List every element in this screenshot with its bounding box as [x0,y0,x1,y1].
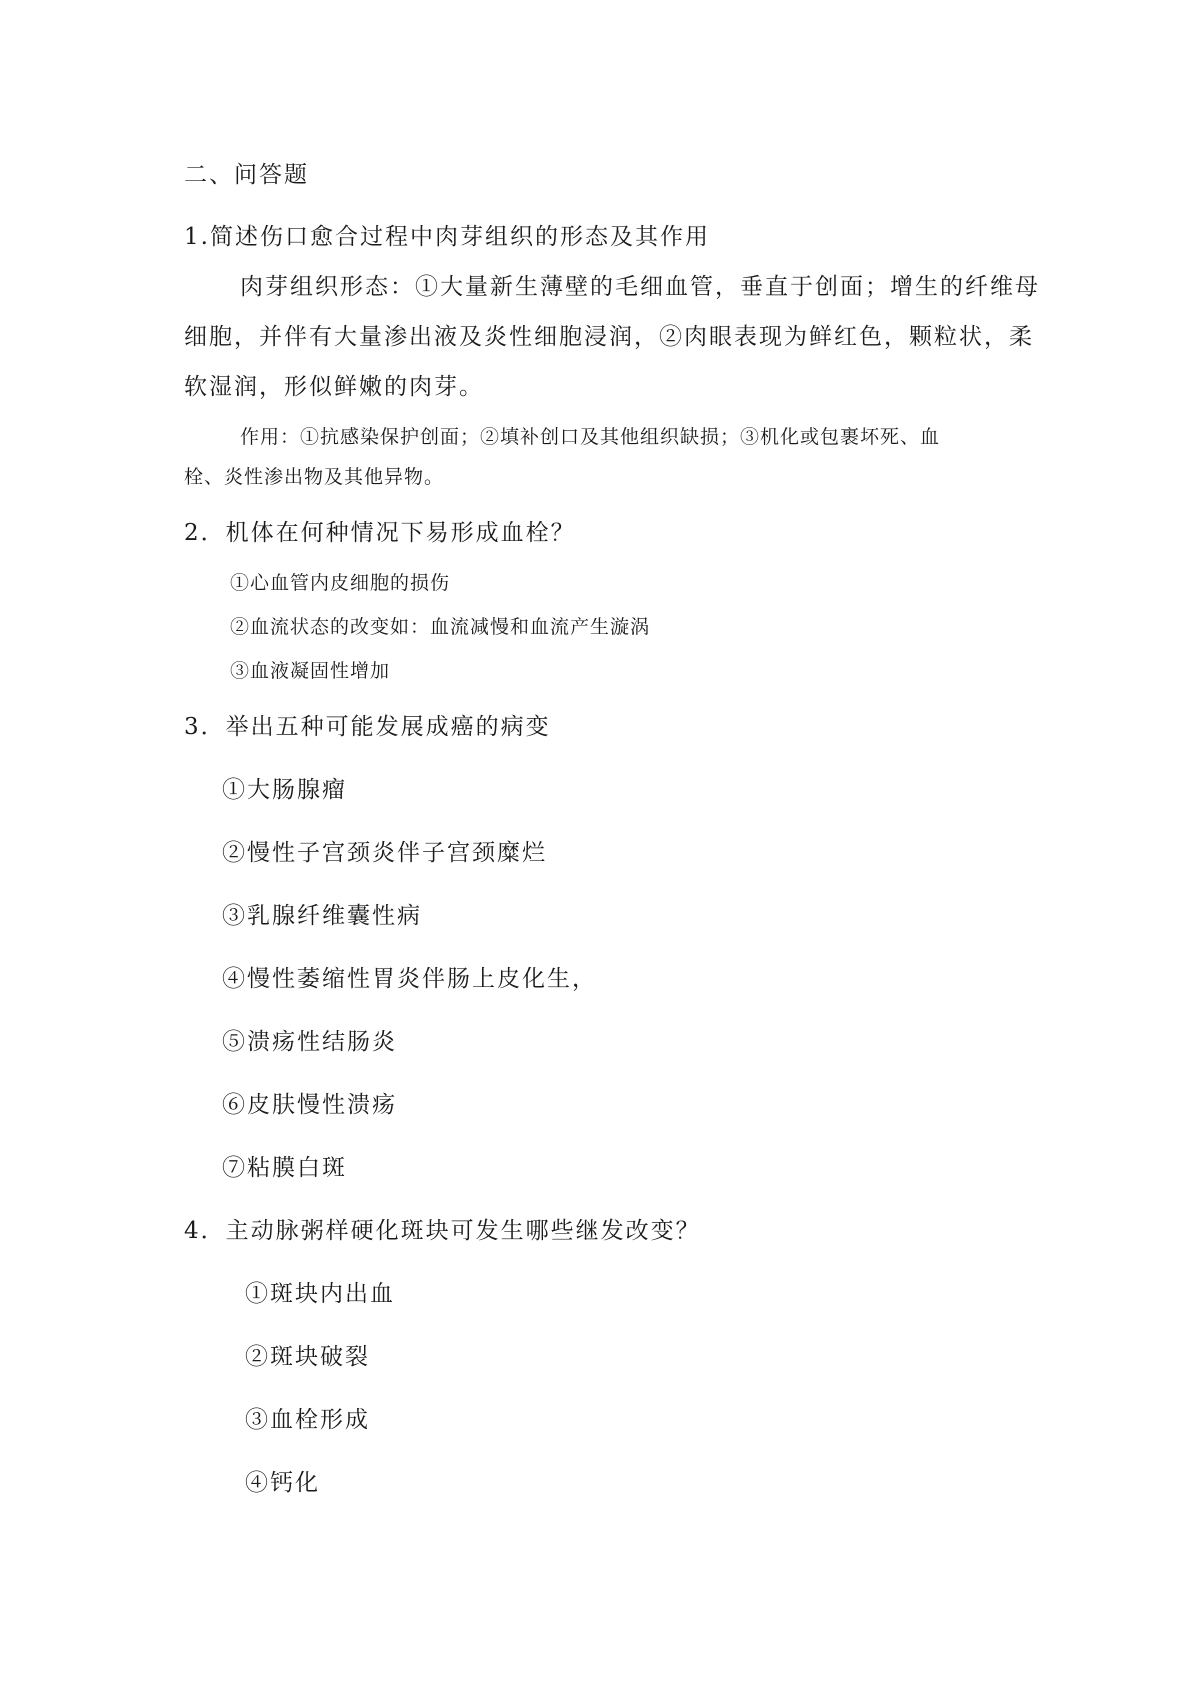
q1-morphology-line-1: 肉芽组织形态：①大量新生薄壁的毛细血管，垂直于创面；增生的纤维母 [240,274,1040,300]
question-1-title: 1.简述伤口愈合过程中肉芽组织的形态及其作用 [184,224,710,250]
q1-function-line-2: 栓、炎性渗出物及其他异物。 [184,466,445,488]
q4-answer-item: ①斑块内出血 [245,1281,395,1307]
q4-answer-item: ④钙化 [245,1470,320,1496]
q2-answer-item: ②血流状态的改变如：血流减慢和血流产生漩涡 [230,616,651,638]
q2-answer-item: ③血液凝固性增加 [230,660,391,682]
q4-answer-item: ②斑块破裂 [245,1344,370,1370]
q3-answer-item: ⑥皮肤慢性溃疡 [222,1092,397,1118]
q1-morphology-line-3: 软湿润，形似鲜嫩的肉芽。 [184,374,484,400]
q3-answer-item: ③乳腺纤维囊性病 [222,903,422,929]
question-3-title: 3．举出五种可能发展成癌的病变 [184,714,551,740]
section-title: 二、问答题 [184,162,309,188]
q3-answer-item: ①大肠腺瘤 [222,777,347,803]
q3-answer-item: ②慢性子宫颈炎伴子宫颈糜烂 [222,840,547,866]
question-2-title: 2．机体在何种情况下易形成血栓？ [184,520,576,546]
q3-answer-item: ⑦粘膜白斑 [222,1155,347,1181]
q4-answer-item: ③血栓形成 [245,1407,370,1433]
q3-answer-item: ④慢性萎缩性胃炎伴肠上皮化生， [222,966,597,992]
q3-answer-item: ⑤溃疡性结肠炎 [222,1029,397,1055]
q1-function-line-1: 作用：①抗感染保护创面；②填补创口及其他组织缺损；③机化或包裹坏死、血 [240,426,941,448]
q1-morphology-line-2: 细胞，并伴有大量渗出液及炎性细胞浸润，②肉眼表现为鲜红色，颗粒状，柔 [184,324,1034,350]
q2-answer-item: ①心血管内皮细胞的损伤 [230,572,451,594]
question-4-title: 4．主动脉粥样硬化斑块可发生哪些继发改变？ [184,1218,701,1244]
